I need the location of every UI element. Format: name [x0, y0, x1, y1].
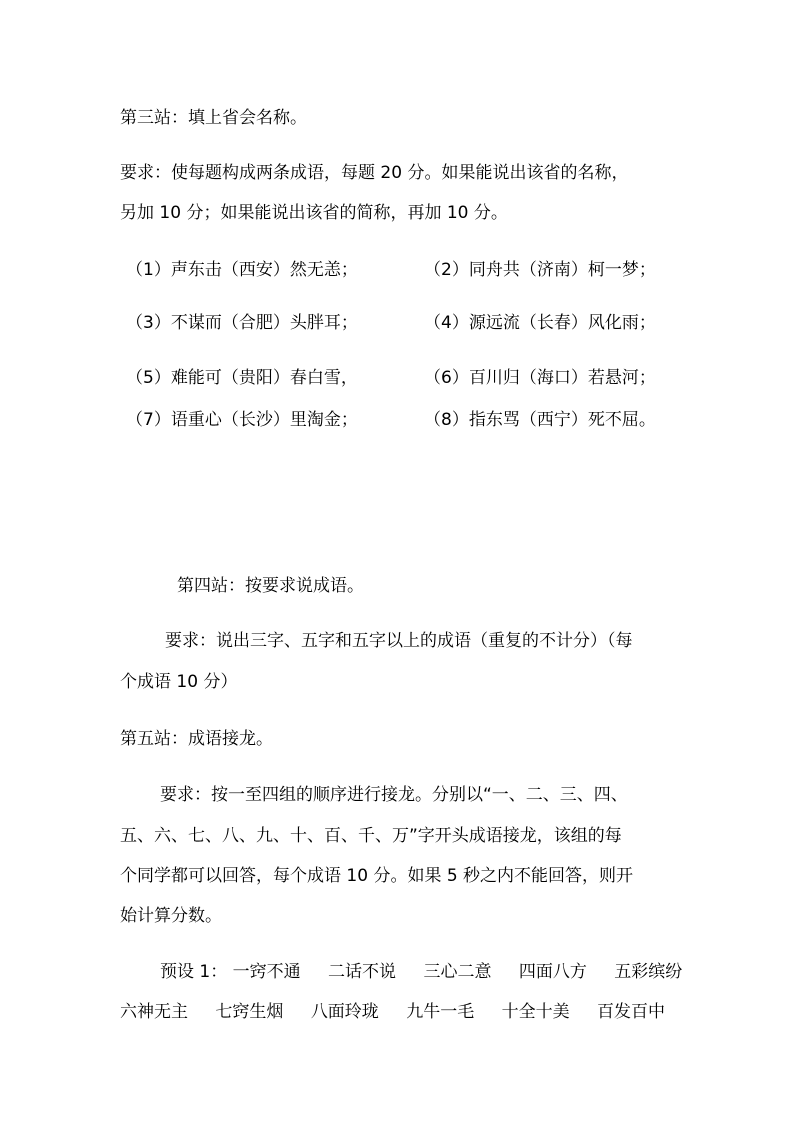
- question-4: （4）源远流（长春）风化雨；: [424, 313, 656, 333]
- station5-requirement-line4: 始计算分数。: [120, 906, 222, 926]
- question-8: （8）指东骂（西宁）死不屈。: [424, 410, 656, 430]
- idiom-item: 五彩缤纷: [614, 962, 683, 982]
- station4-requirement-line1: 要求：说出三字、五字和五字以上的成语（重复的不计分）（每: [165, 631, 633, 651]
- station5-requirement-line3: 个同学都可以回答，每个成语 10 分。如果 5 秒之内不能回答，则开: [120, 866, 634, 886]
- idiom-item: 七窍生烟: [215, 1002, 284, 1022]
- question-1: （1）声东击（西安）然无恙；: [126, 260, 358, 280]
- idiom-item: 六神无主: [120, 1002, 188, 1022]
- question-3: （3）不谋而（合肥）头胖耳；: [126, 313, 358, 333]
- idiom-item: 四面八方: [518, 962, 587, 982]
- station3-requirement-line2: 另加 10 分；如果能说出该省的简称，再加 10 分。: [120, 203, 508, 223]
- idiom-item: 一窍不通: [232, 962, 301, 982]
- station5-requirement-line2: 五、六、七、八、九、十、百、千、万”字开头成语接龙，该组的每: [120, 826, 622, 846]
- idiom-item: 九牛一毛: [406, 1002, 475, 1022]
- station3-requirement-line1: 要求：使每题构成两条成语，每题 20 分。如果能说出该省的名称，: [120, 163, 629, 183]
- question-2: （2）同舟共（济南）柯一梦；: [424, 260, 656, 280]
- station5-requirement-line1: 要求：按一至四组的顺序进行接龙。分别以“一、二、三、四、: [160, 785, 628, 805]
- idiom-item: 十全十美: [501, 1002, 570, 1022]
- station5-title: 第五站：成语接龙。: [120, 729, 273, 749]
- example-row-2: [120, 1004, 665, 1021]
- station4-requirement-line2: 个成语 10 分）: [120, 672, 238, 692]
- idiom-item: 二话不说: [328, 962, 397, 982]
- idiom-item: 三心二意: [423, 962, 492, 982]
- question-7: （7）语重心（长沙）里淘金；: [126, 410, 358, 430]
- station4-title: 第四站：按要求说成语。: [177, 576, 364, 596]
- idiom-item: 百发百中: [597, 1002, 666, 1022]
- station3-title: 第三站：填上省会名称。: [120, 108, 307, 128]
- question-5: （5）难能可（贵阳）春白雪，: [126, 368, 358, 388]
- example-row-1: [160, 964, 682, 981]
- question-6: （6）百川归（海口）若悬河；: [424, 368, 656, 388]
- idiom-item: 八面玲珑: [310, 1002, 379, 1022]
- example-label: 预设 1：: [160, 962, 228, 982]
